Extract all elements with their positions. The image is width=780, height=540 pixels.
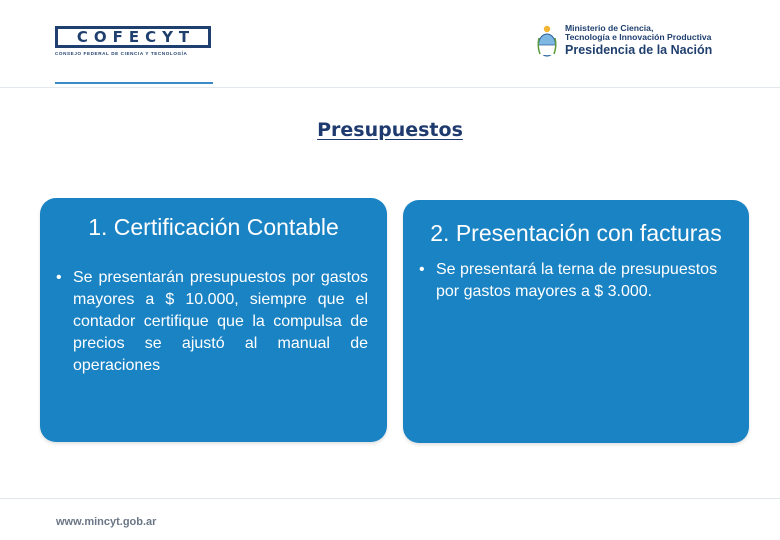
- card-certificacion-contable: [40, 198, 387, 442]
- footer-url-link[interactable]: www.mincyt.gob.ar: [56, 516, 157, 528]
- header-divider: [0, 87, 780, 88]
- national-shield-icon: [536, 24, 558, 60]
- cofecyt-logo-wordmark: COFECYT: [76, 28, 196, 46]
- card-presentacion-facturas: [403, 200, 749, 443]
- ministry-logo-text: [565, 24, 712, 57]
- footer-divider: [0, 498, 780, 499]
- card-bullet-text: Se presentarán presupuestos por gastos mayores a $ 10.000, siempre que el contador certifique que la compulsa de precios se ajustó al manual de operaciones: [73, 269, 368, 374]
- card-bullet-item: [403, 259, 749, 303]
- ministry-line-3: Presidencia de la Nación: [565, 43, 713, 58]
- card-bullet-text: Se presentará la terna de presupuestos por gastos mayores a $ 3.000.: [436, 261, 718, 300]
- cofecyt-logo-subtitle: CONSEJO FEDERAL DE CIENCIA Y TECNOLOGÍA: [55, 51, 188, 56]
- cofecyt-logo: [55, 26, 215, 66]
- card-heading: 1. Certificación Contable: [88, 214, 339, 240]
- header-accent-rule: [55, 82, 213, 84]
- ministry-line-1: Ministerio de Ciencia,: [565, 23, 654, 33]
- ministry-line-2: Tecnología e Innovación Productiva: [565, 32, 712, 43]
- page-title: Presupuestos: [317, 119, 463, 141]
- ministry-logo: [536, 24, 712, 60]
- card-bullet-item: [40, 267, 387, 377]
- card-heading: 2. Presentación con facturas: [430, 220, 722, 246]
- bullet-icon: •: [419, 261, 425, 278]
- bullet-icon: •: [56, 269, 62, 286]
- cofecyt-logo-box: [55, 26, 211, 48]
